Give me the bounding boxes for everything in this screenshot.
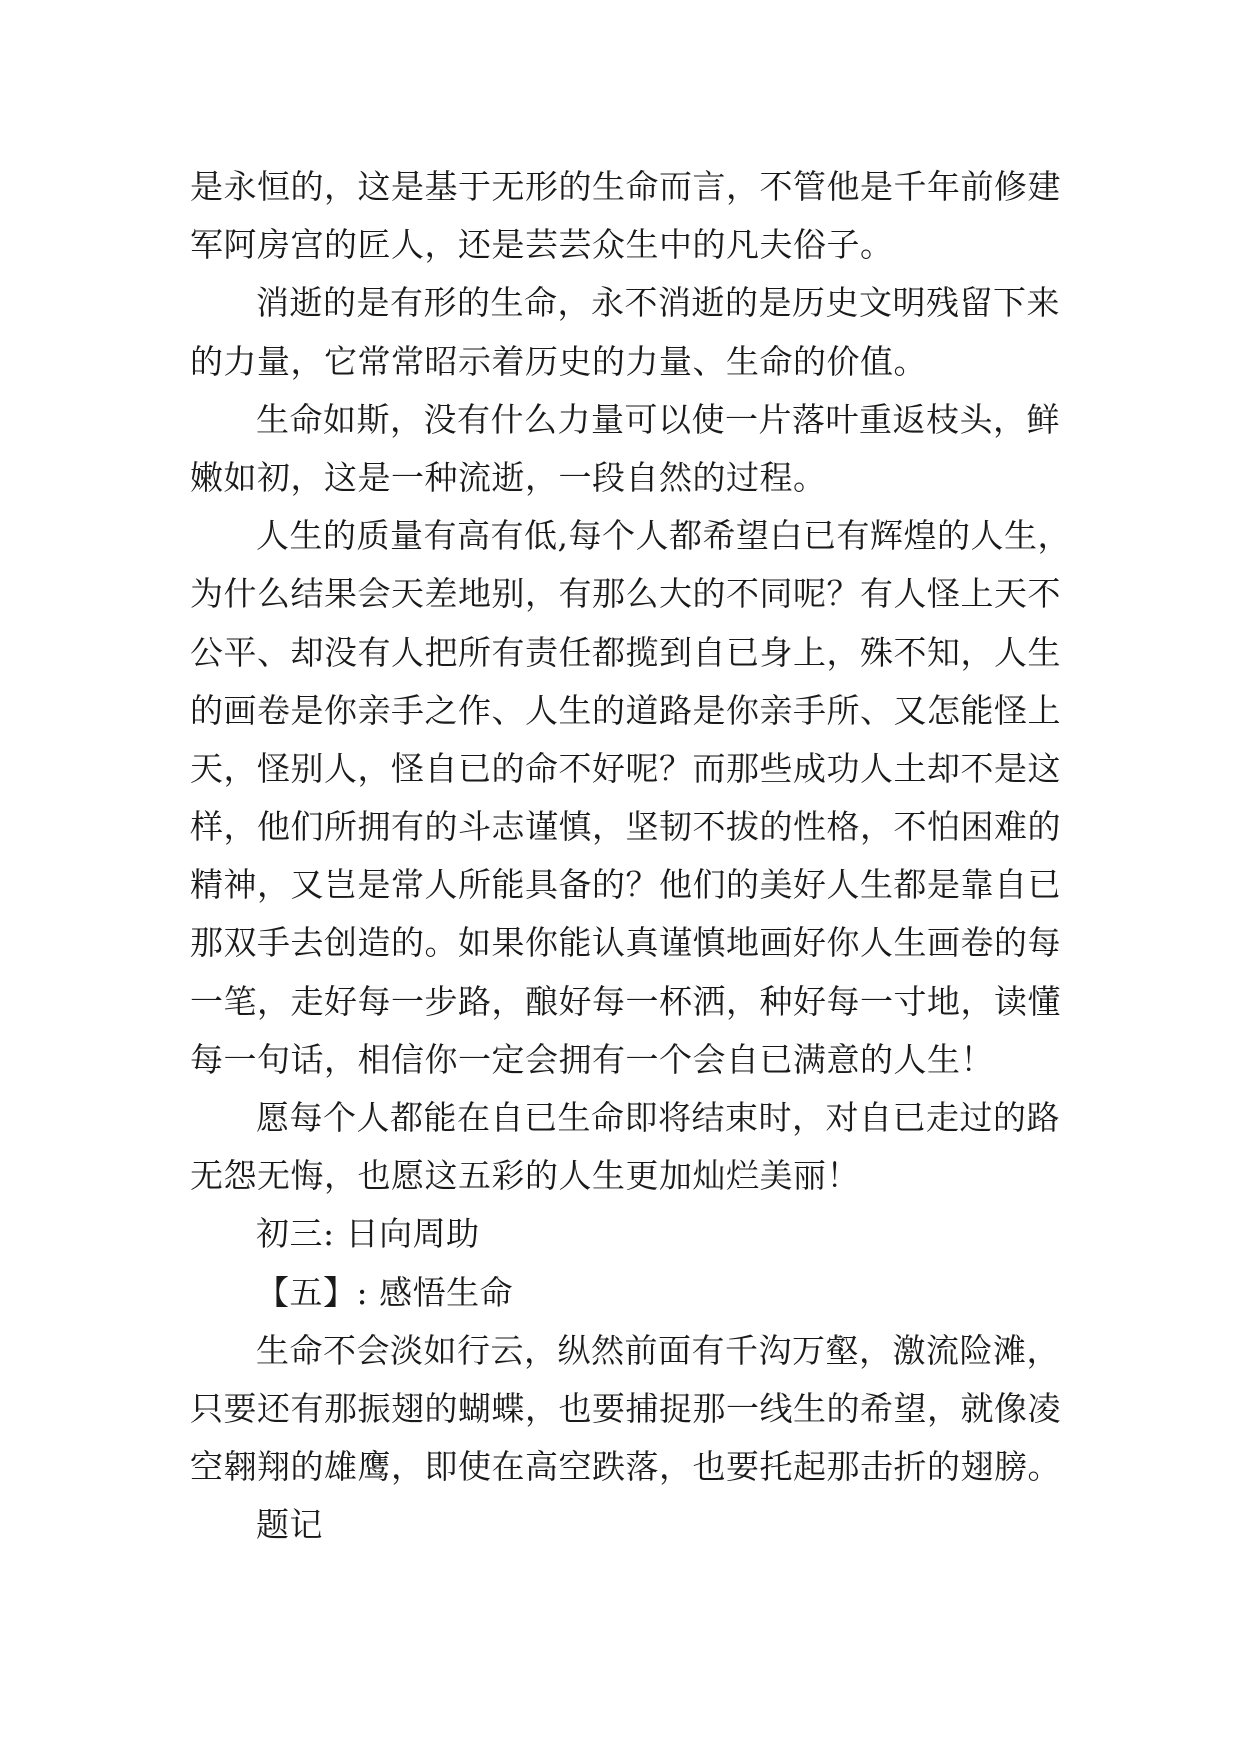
text-line: 是永恒的，这是基于无形的生命而言，不管他是千年前修建 [190, 167, 1061, 206]
text-line: 每一句话，相信你一定会拥有一个会自已满意的人生！ [190, 1039, 994, 1079]
text-line: 愿每个人都能在自已生命即将结束时，对自已走过的路 [256, 1098, 1060, 1137]
text-line: 嫩如初，这是一种流逝，一段自然的过程。 [190, 457, 827, 497]
epigraph-label: 题记 [256, 1505, 323, 1545]
text-line: 人生的质量有高有低,每个人都希望白已有辉煌的人生， [256, 516, 1071, 556]
text-line: 样，他们所拥有的斗志谨慎，坚韧不拔的性格，不怕困难的 [190, 807, 1061, 847]
text-line: 军阿房宫的匠人，还是芸芸众生中的凡夫俗子。 [190, 225, 894, 265]
text-line: 精神，又岂是常人所能具备的？他们的美好人生都是靠自已 [190, 865, 1061, 905]
text-line: 那双手去创造的。如果你能认真谨慎地画好你人生画卷的每 [190, 923, 1061, 963]
text-line: 生命如斯，没有什么力量可以使一片落叶重返枝头，鲜 [256, 399, 1060, 439]
text-line: 为什么结果会天差地别，有那么大的不同呢？有人怪上天不 [190, 574, 1061, 614]
text-line: 无怨无悔，也愿这五彩的人生更加灿烂美丽！ [190, 1156, 860, 1196]
text-line: 消逝的是有形的生命，永不消逝的是历史文明残留下来 [256, 283, 1060, 323]
text-line: 一笔，走好每一步路，酿好每一杯洒，种好每一寸地，读懂 [190, 981, 1061, 1021]
text-line: 只要还有那振翅的蝴蝶，也要捕捉那一线生的希望，就像凌 [190, 1388, 1061, 1428]
section-heading: 【五】: 感悟生命 [256, 1272, 514, 1312]
text-line: 的力量，它常常昭示着历史的力量、生命的价值。 [190, 341, 927, 381]
text-line: 生命不会淡如行云，纵然前面有千沟万壑，激流险滩， [256, 1330, 1060, 1370]
body-text [190, 158, 1071, 1555]
text-line: 公平、却没有人把所有责任都揽到自已身上，殊不知，人生 [190, 632, 1061, 672]
author-line: 初三: 日向周助 [256, 1214, 480, 1254]
text-line: 空翱翔的雄鹰，即使在高空跌落，也要托起那击折的翅膀。 [190, 1447, 1061, 1487]
text-line: 的画卷是你亲手之作、人生的道路是你亲手所、又怎能怪上 [190, 690, 1061, 730]
text-line: 天，怪别人，怪自已的命不好呢？而那些成功人土却不是这 [190, 748, 1061, 788]
